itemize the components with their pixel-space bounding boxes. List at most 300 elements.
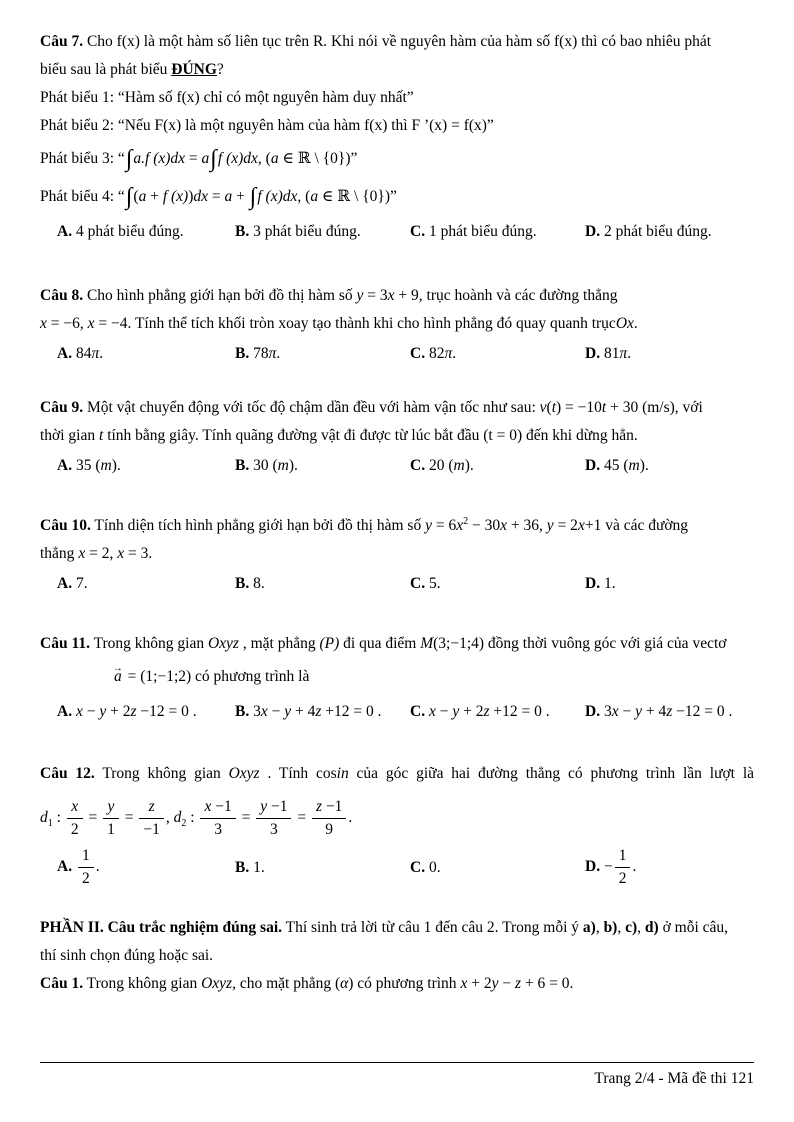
text-segment: π xyxy=(91,345,100,362)
document-content xyxy=(40,28,754,998)
text-segment: a xyxy=(310,188,319,205)
text-segment: Tính diện tích hình phẳng giới hạn bởi đồ thị hàm số xyxy=(90,517,426,535)
fraction-numerator xyxy=(615,845,631,868)
text-segment: d xyxy=(173,809,182,827)
option-label: B. xyxy=(235,703,254,721)
text-segment: t xyxy=(601,399,607,416)
text-segment: , xyxy=(637,919,645,937)
option-label: C. xyxy=(410,345,429,362)
text-segment: 2 xyxy=(463,516,469,527)
text-segment: 3 phát biểu đúng. xyxy=(253,223,361,240)
text-segment: , xyxy=(165,809,174,827)
text-segment: ∫ xyxy=(210,145,217,172)
option-a xyxy=(57,698,235,726)
text-segment: Câu 9. xyxy=(40,399,84,416)
text-segment: 82 xyxy=(428,345,445,362)
text-segment: y xyxy=(107,798,115,816)
text-segment: ) có phương trình xyxy=(348,975,461,993)
text-segment: . xyxy=(632,858,637,876)
text-segment: . Tính cos xyxy=(259,765,337,783)
text-segment: thời gian xyxy=(40,427,99,444)
text-segment: thí sinh chọn đúng hoặc sai. xyxy=(40,947,214,965)
text-segment: ? xyxy=(216,61,224,78)
option-c xyxy=(410,570,585,598)
text-segment: Trong không gian xyxy=(89,635,208,653)
text-segment: biểu sau là phát biểu xyxy=(40,61,172,78)
text-segment: + xyxy=(146,188,163,205)
option-label: B. xyxy=(235,457,254,474)
text-segment: , cho mặt phẳng ( xyxy=(232,975,341,993)
text-segment: 4 phát biểu đúng. xyxy=(75,223,184,240)
text-segment: + 4 xyxy=(641,703,667,721)
text-segment: c) xyxy=(625,919,638,937)
text-segment: 1 xyxy=(47,818,53,830)
text-segment: : xyxy=(186,809,199,827)
option-d xyxy=(585,340,754,368)
text-segment: y xyxy=(491,975,499,993)
text-segment: = −6, xyxy=(46,315,88,332)
text-segment: x xyxy=(87,315,95,332)
text-segment: π xyxy=(619,345,628,362)
answer-options xyxy=(40,452,754,480)
text-segment: 2 phát biểu đúng. xyxy=(603,223,712,240)
text-segment: = xyxy=(84,809,102,827)
text-segment: − xyxy=(82,703,100,721)
text-segment: y xyxy=(452,703,460,721)
fraction xyxy=(101,796,121,841)
option-label: C. xyxy=(410,858,429,876)
fraction-denominator xyxy=(615,868,631,890)
text-segment: v xyxy=(539,399,547,416)
option-b xyxy=(235,218,410,246)
option-label: D. xyxy=(585,858,604,876)
text-segment: x xyxy=(611,703,619,721)
option-label: A. xyxy=(57,703,76,721)
text-segment: a xyxy=(138,188,147,205)
text-segment: 1 xyxy=(618,847,627,865)
text-segment: 1 phát biểu đúng. xyxy=(428,223,537,240)
text-segment: 5. xyxy=(428,575,441,593)
fraction-denominator xyxy=(312,819,346,841)
option-b xyxy=(235,340,410,368)
text-segment: −1 xyxy=(211,798,232,816)
page-footer xyxy=(40,1062,754,1091)
text-segment: y xyxy=(425,517,432,535)
text-line xyxy=(40,630,754,658)
text-segment: Cho hình phẳng giới hạn bởi đồ thị hàm số xyxy=(83,287,357,304)
text-line xyxy=(40,112,754,140)
option-c xyxy=(410,698,585,726)
text-segment: . xyxy=(95,858,100,876)
text-segment: − xyxy=(435,703,453,721)
text-segment: 1 xyxy=(81,847,90,865)
text-segment: a xyxy=(201,150,210,167)
text-segment: a xyxy=(224,188,233,205)
text-segment: , xyxy=(595,919,604,937)
text-segment: f (x)dx xyxy=(257,188,298,205)
text-segment: ) = −10 xyxy=(556,399,602,416)
text-segment: f (x)dx xyxy=(217,150,258,167)
fraction xyxy=(310,796,348,841)
text-segment: Câu 7. xyxy=(40,33,84,50)
option-label: B. xyxy=(235,575,254,593)
option-label: C. xyxy=(410,703,429,721)
text-segment: z xyxy=(514,975,522,993)
fraction-denominator xyxy=(78,868,94,890)
text-segment: 1 xyxy=(107,821,115,839)
part-2-section xyxy=(40,914,754,998)
text-line xyxy=(40,914,754,942)
text-segment: a) xyxy=(582,919,596,937)
text-segment: a.f (x)dx xyxy=(133,150,186,167)
text-segment: b) xyxy=(603,919,618,937)
text-segment: = 2 xyxy=(553,517,578,535)
text-line xyxy=(40,84,754,112)
option-label: A. xyxy=(57,223,76,240)
option-label: D. xyxy=(585,223,604,240)
fraction-denominator xyxy=(103,819,119,841)
text-segment: y xyxy=(546,517,554,535)
text-segment: . xyxy=(276,345,281,362)
text-line xyxy=(40,540,754,568)
text-segment: 20 ( xyxy=(428,457,454,474)
text-segment: Ox xyxy=(615,315,634,332)
answer-options xyxy=(40,570,754,598)
text-segment: 1. xyxy=(603,575,616,593)
text-segment: π xyxy=(268,345,277,362)
text-segment: t xyxy=(551,399,556,416)
text-segment: x xyxy=(460,975,468,993)
answer-options xyxy=(40,698,754,726)
text-segment: . xyxy=(633,315,638,332)
text-segment: = xyxy=(293,809,310,827)
text-segment: + 4 xyxy=(291,703,316,721)
option-label: A. xyxy=(57,345,76,362)
fraction xyxy=(65,796,85,841)
option-a xyxy=(57,845,235,890)
text-segment: ) xyxy=(188,188,194,205)
text-segment: a xyxy=(270,150,279,167)
text-segment: − xyxy=(603,858,613,876)
text-segment: . xyxy=(452,345,457,362)
text-segment: ĐÚNG xyxy=(171,61,217,78)
text-segment: x xyxy=(117,545,125,563)
text-segment: tính bằng giây. Tính quãng đường vật đi được từ lúc bắt đầu (t = 0) đến khi dừng hẳn. xyxy=(103,427,638,444)
option-label: C. xyxy=(410,457,429,474)
text-segment: = 3. xyxy=(124,545,153,563)
text-segment: y xyxy=(260,798,268,816)
fraction-numerator xyxy=(312,796,346,819)
text-segment: Oxyz xyxy=(228,765,260,783)
text-segment: 84 xyxy=(75,345,92,362)
fraction-numerator xyxy=(67,796,83,819)
text-segment: , ( xyxy=(257,150,271,167)
text-segment: 45 ( xyxy=(603,457,629,474)
text-segment: 0. xyxy=(428,858,441,876)
text-segment: dx xyxy=(193,188,209,205)
option-label: D. xyxy=(585,345,604,362)
text-segment: −12 = 0 . xyxy=(136,703,197,721)
option-label: A. xyxy=(57,575,76,593)
text-segment: : xyxy=(52,809,65,827)
text-segment: f (x) xyxy=(162,188,189,205)
text-segment: +1 và các đường xyxy=(584,517,689,535)
text-segment: 3 xyxy=(214,821,222,839)
text-segment: Câu 11. xyxy=(40,635,90,653)
answer-options xyxy=(40,845,754,890)
option-label: D. xyxy=(585,575,604,593)
text-line xyxy=(40,178,754,216)
text-segment: Cho f(x) là một hàm số liên tục trên R. Khi nói về nguyên hàm của hàm số f(x) thì có bao nhiêu phát xyxy=(83,33,712,50)
text-segment: . xyxy=(348,809,353,827)
question-9 xyxy=(40,394,754,480)
text-segment: Câu 1. xyxy=(40,975,84,993)
option-b xyxy=(235,698,410,726)
text-segment: = xyxy=(208,188,225,205)
option-label: B. xyxy=(235,345,254,362)
text-segment: − xyxy=(267,703,285,721)
text-line xyxy=(40,394,754,422)
option-b xyxy=(235,854,410,882)
text-segment: z xyxy=(148,798,155,816)
text-segment: 2 xyxy=(81,870,90,888)
text-segment: −1 xyxy=(267,798,288,816)
text-segment: α xyxy=(340,975,349,993)
text-segment: z xyxy=(315,798,323,816)
question-12 xyxy=(40,760,754,890)
text-segment: Câu 12. xyxy=(40,765,95,783)
text-segment: x xyxy=(71,798,79,816)
text-segment: ( xyxy=(546,399,552,416)
option-a xyxy=(57,452,235,480)
text-segment: = xyxy=(120,809,138,827)
text-segment: Trong không gian xyxy=(94,765,229,783)
text-segment: m xyxy=(453,457,465,474)
text-segment: d) xyxy=(644,919,659,937)
text-segment: 35 ( xyxy=(75,457,101,474)
option-label: A. xyxy=(57,858,76,876)
text-segment: 3 xyxy=(253,703,261,721)
text-segment: 8. xyxy=(253,575,265,593)
text-segment: 7. xyxy=(75,575,88,593)
text-segment: x xyxy=(260,703,268,721)
text-line xyxy=(40,28,754,56)
fraction xyxy=(254,796,293,841)
fraction-numerator xyxy=(139,796,164,819)
fraction-denominator xyxy=(67,819,83,841)
text-segment: z xyxy=(130,703,137,721)
text-segment: ∫ xyxy=(125,183,133,210)
text-line xyxy=(40,422,754,450)
text-segment: 1. xyxy=(253,858,265,876)
text-segment: + 2 xyxy=(106,703,131,721)
text-segment: = 6 xyxy=(431,517,457,535)
text-segment: Oxyz xyxy=(201,975,233,993)
text-segment: − xyxy=(618,703,636,721)
text-segment: in xyxy=(336,765,349,783)
text-segment: t xyxy=(99,427,104,444)
text-segment: 30 ( xyxy=(253,457,278,474)
text-segment: −1 xyxy=(143,821,160,839)
text-line xyxy=(40,942,754,970)
text-segment: , mặt phẳng xyxy=(238,635,320,653)
text-segment: x xyxy=(78,545,86,563)
text-segment: (3;−1;4) đồng thời vuông góc với giá của vectơ xyxy=(433,635,727,653)
option-d xyxy=(585,570,754,598)
footer-page-number: Trang 2/4 - Mã đề thi 121 xyxy=(594,1070,754,1087)
text-segment: +12 = 0 . xyxy=(321,703,382,721)
text-segment: . xyxy=(627,345,632,362)
text-segment: z xyxy=(315,703,322,721)
text-segment: đi qua điểm xyxy=(339,635,421,653)
text-segment: = 3 xyxy=(363,287,388,304)
option-c xyxy=(410,340,585,368)
text-segment: = xyxy=(185,150,202,167)
text-segment: Phát biểu 1: “Hàm số f(x) chỉ có một nguyên hàm duy nhất” xyxy=(40,89,414,106)
text-segment: y xyxy=(635,703,642,721)
question-7 xyxy=(40,28,754,246)
answer-options xyxy=(40,218,754,246)
option-a xyxy=(57,570,235,598)
text-segment: , xyxy=(617,919,626,937)
text-segment: ( xyxy=(133,188,139,205)
text-segment: + 36, xyxy=(507,517,547,535)
text-segment: . xyxy=(99,345,104,362)
text-segment: Phát biểu 4: “ xyxy=(40,188,125,205)
fraction-denominator xyxy=(200,819,235,841)
text-segment: , ( xyxy=(297,188,311,205)
text-segment: m xyxy=(277,457,289,474)
text-segment: + 6 = 0. xyxy=(521,975,574,993)
text-segment: ∫ xyxy=(249,183,257,210)
option-a xyxy=(57,218,235,246)
text-segment: + 9, trục hoành và các đường thẳng xyxy=(394,287,618,304)
text-segment: ). xyxy=(288,457,298,474)
text-segment: thẳng xyxy=(40,545,79,563)
text-segment: của góc giữa hai đường thẳng có phương trình lần lượt là xyxy=(348,765,755,783)
option-label: B. xyxy=(235,223,254,240)
option-label: B. xyxy=(235,858,254,876)
text-segment: y xyxy=(99,703,107,721)
text-segment: + 2 xyxy=(459,703,484,721)
text-segment: Câu 8. xyxy=(40,287,84,304)
option-d xyxy=(585,845,754,890)
text-segment: ). xyxy=(639,457,649,474)
text-line xyxy=(40,658,754,696)
text-line xyxy=(40,796,754,841)
option-label: C. xyxy=(410,223,429,240)
fraction xyxy=(198,796,237,841)
fraction xyxy=(76,845,96,890)
option-d xyxy=(585,218,754,246)
text-segment: ). xyxy=(464,457,474,474)
text-segment: PHẦN II. Câu trắc nghiệm đúng sai. xyxy=(40,919,282,937)
text-segment: z xyxy=(666,703,673,721)
option-a xyxy=(57,340,235,368)
text-segment: x xyxy=(500,517,508,535)
text-segment: = 2, xyxy=(85,545,118,563)
text-segment: d xyxy=(40,809,48,827)
text-segment: + 2 xyxy=(467,975,492,993)
text-segment: π xyxy=(444,345,453,362)
fraction-numerator xyxy=(78,845,94,868)
question-8 xyxy=(40,282,754,368)
text-segment: Trong không gian xyxy=(83,975,202,993)
text-segment: Câu 10. xyxy=(40,517,91,535)
fraction xyxy=(613,845,633,890)
text-segment: x xyxy=(456,517,464,535)
text-segment: (P) xyxy=(319,635,340,653)
question-10 xyxy=(40,508,754,598)
option-label: D. xyxy=(585,703,604,721)
option-c xyxy=(410,854,585,882)
text-segment: ∫ xyxy=(125,145,133,172)
text-line xyxy=(40,760,754,788)
option-label: A. xyxy=(57,457,76,474)
text-segment: = (1;−1;2) có phương trình là xyxy=(123,668,310,686)
text-segment: x xyxy=(40,315,47,332)
text-segment: ∈ ℝ \ {0})” xyxy=(278,150,358,167)
text-segment: Một vật chuyển động với tốc độ chậm dần đều với hàm vận tốc như sau: xyxy=(83,399,540,416)
text-segment: y xyxy=(284,703,292,721)
text-segment: + xyxy=(232,188,249,205)
text-segment: 78 xyxy=(253,345,269,362)
text-line xyxy=(40,508,754,540)
option-c xyxy=(410,218,585,246)
text-segment: ). xyxy=(111,457,121,474)
option-d xyxy=(585,452,754,480)
text-segment: m xyxy=(100,457,112,474)
text-segment: 2 xyxy=(70,821,79,839)
text-segment: Oxyz xyxy=(207,635,239,653)
text-segment: x xyxy=(204,798,212,816)
text-segment: x xyxy=(577,517,585,535)
text-segment: x xyxy=(428,703,436,721)
question-11 xyxy=(40,630,754,726)
text-segment: ∈ ℝ \ {0})” xyxy=(318,188,397,205)
option-d xyxy=(585,698,754,726)
text-segment: m xyxy=(628,457,640,474)
text-segment: 3 xyxy=(269,821,278,839)
option-b xyxy=(235,452,410,480)
text-segment: y xyxy=(356,287,364,304)
text-segment: − xyxy=(498,975,515,993)
text-segment: Thí sinh trả lời từ câu 1 đến câu 2. Trong mỗi ý xyxy=(282,919,583,937)
text-segment: −1 xyxy=(322,798,343,816)
fraction-denominator xyxy=(256,819,291,841)
option-c xyxy=(410,452,585,480)
text-segment: + 30 (m/s), với xyxy=(606,399,703,416)
text-segment: 2 xyxy=(618,870,627,888)
text-line xyxy=(40,310,754,338)
text-line xyxy=(40,970,754,998)
text-line xyxy=(40,56,754,84)
answer-options xyxy=(40,340,754,368)
text-segment: = −4. Tính thể tích khối tròn xoay tạo thành khi cho hình phẳng đó quay quanh trục xyxy=(94,315,616,332)
text-segment: +12 = 0 . xyxy=(489,703,550,721)
text-line xyxy=(40,282,754,310)
text-line xyxy=(40,140,754,178)
text-segment: a → xyxy=(112,658,124,696)
text-segment: 81 xyxy=(603,345,620,362)
text-segment: − 30 xyxy=(468,517,501,535)
option-b xyxy=(235,570,410,598)
fraction-numerator xyxy=(256,796,291,819)
fraction-numerator xyxy=(103,796,119,819)
text-segment: z xyxy=(483,703,490,721)
fraction-numerator xyxy=(200,796,235,819)
fraction xyxy=(137,796,166,841)
